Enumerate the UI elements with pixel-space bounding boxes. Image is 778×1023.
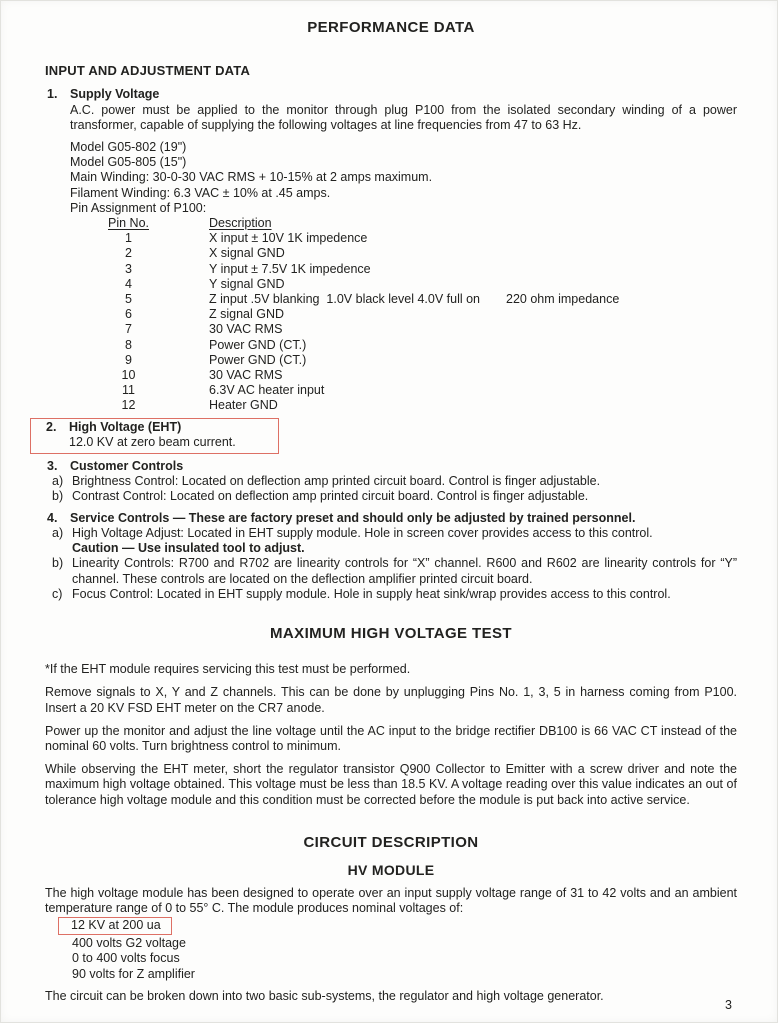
spec-pin-assignment: Pin Assignment of P100: <box>70 200 207 215</box>
customer-controls-contrast <box>52 489 737 504</box>
voltage-line-highlighted <box>72 917 737 935</box>
item-title-customer-controls: Customer Controls <box>70 459 184 474</box>
pin-number: 12 <box>121 398 136 413</box>
pin-row <box>105 262 737 277</box>
service-controls-focus <box>52 587 737 602</box>
item-high-voltage <box>44 420 272 450</box>
pin-table-header-pin: Pin No. <box>108 216 149 231</box>
high-voltage-highlight-box <box>30 418 279 454</box>
spec-main-winding: Main Winding: 30-0-30 VAC RMS + 10-15% at 2 amps maximum. <box>70 170 433 185</box>
spec-model-15: Model G05-805 (15") <box>70 155 187 170</box>
paragraph-observe-meter: While observing the EHT meter, short the regulator transistor Q900 Collector to Emitter with a screw driver and note the maximum high voltage obtained. This voltage must be less than 18.5 KV. A voltage reading over this value indicates an out of tolerance high voltage module and this condition must be corrected before the module is put back into active service. <box>45 762 737 807</box>
pin-row <box>105 368 737 383</box>
item-service-controls <box>45 511 737 526</box>
page-number: 3 <box>725 997 732 1012</box>
item-title-high-voltage: High Voltage (EHT) <box>69 419 182 434</box>
pin-row <box>105 277 737 292</box>
section-heading-max-hv-test: MAXIMUM HIGH VOLTAGE TEST <box>270 624 512 642</box>
pin-row <box>105 231 737 246</box>
pin-row <box>105 246 737 261</box>
pin-description: Y input ± 7.5V 1K impedence <box>209 261 371 276</box>
pin-description: Power GND (CT.) <box>209 352 307 367</box>
pin-description: 30 VAC RMS <box>209 368 283 383</box>
spec-model-19: Model G05-802 (19") <box>70 140 187 155</box>
paragraph-hv-module-intro: The high voltage module has been designed to operate over an input supply voltage range of 31 to 42 volts and an ambient temperature range of 0 to 55° C. The module produces nominal voltages of: <box>45 886 737 916</box>
pin-number: 5 <box>125 292 132 307</box>
pin-description: 6.3V AC heater input <box>209 383 325 398</box>
pin-number: 11 <box>122 383 135 398</box>
pin-row <box>105 338 737 353</box>
pin-description: Heater GND <box>209 398 278 413</box>
pin-row <box>105 292 737 307</box>
paragraph-eht-note: *If the EHT module requires servicing this test must be performed. <box>45 662 411 677</box>
pin-description: 30 VAC RMS <box>209 322 283 337</box>
sub-item-text: Brightness Control: Located on deflection amp printed circuit board. Control is finger adjustable. <box>72 474 601 489</box>
high-voltage-value: 12.0 KV at zero beam current. <box>69 434 236 449</box>
item-supply-voltage <box>45 87 737 413</box>
pin-table-header <box>105 216 737 231</box>
paragraph-power-up: Power up the monitor and adjust the line voltage until the AC input to the bridge rectifier DB100 is 66 VAC CT instead of the nominal 60 volts. Turn brightness control to minimum. <box>45 723 737 753</box>
sub-item-label: a) <box>52 525 64 540</box>
pin-row <box>105 322 737 337</box>
pin-description: Z signal GND <box>209 307 285 322</box>
pin-description-extra: 220 ohm impedance <box>506 292 620 307</box>
item-number: 3. <box>47 459 58 474</box>
pin-description: X signal GND <box>209 246 285 261</box>
pin-description: Z input .5V blanking 1.0V black level 4.0V full on <box>209 292 480 307</box>
section-heading-circuit-description: CIRCUIT DESCRIPTION <box>303 833 479 851</box>
voltage-line: 90 volts for Z amplifier <box>72 967 195 982</box>
item-number: 1. <box>47 87 58 102</box>
paragraph-remove-signals: Remove signals to X, Y and Z channels. This can be done by unplugging Pins No. 1, 3, 5 in harness coming from P100. Insert a 20 KV FSD EHT meter on the CR7 anode. <box>45 685 737 715</box>
item-body <box>70 87 737 413</box>
caution-note: Caution — Use insulated tool to adjust. <box>72 541 305 556</box>
customer-controls-brightness <box>52 474 737 489</box>
item-number: 2. <box>46 419 57 434</box>
sub-item-label: b) <box>52 556 64 571</box>
subheading-hv-module: HV MODULE <box>347 861 435 878</box>
sub-item-text <box>72 526 737 556</box>
item-body <box>69 420 272 450</box>
pin-row <box>105 307 737 322</box>
pin-number: 10 <box>121 368 136 383</box>
pin-table <box>105 216 737 414</box>
pin-row <box>105 383 737 398</box>
item-title-service-controls: Service Controls — These are factory preset and should only be adjusted by trained personnel. <box>70 510 636 525</box>
sub-item-text: Focus Control: Located in EHT supply module. Hole in supply heat sink/wrap provides access to this control. <box>72 586 671 601</box>
pin-description: Y signal GND <box>209 276 285 291</box>
supply-spec-list <box>70 140 737 216</box>
service-controls-hv-adjust <box>52 526 737 556</box>
sub-item-label: c) <box>52 586 63 601</box>
nominal-voltage-list <box>72 917 737 982</box>
section-heading-input-adjustment: INPUT AND ADJUSTMENT DATA <box>45 63 251 79</box>
pin-number: 1 <box>125 231 132 246</box>
pin-row <box>105 398 737 413</box>
voltage-highlight-box: 12 KV at 200 ua <box>58 917 172 935</box>
sub-item-text: Contrast Control: Located on deflection amp printed circuit board. Control is finger adjustable. <box>72 489 589 504</box>
pin-table-header-desc: Description <box>209 216 272 231</box>
pin-row <box>105 353 737 368</box>
sub-item-label: b) <box>52 489 64 504</box>
pin-number: 6 <box>125 307 132 322</box>
pin-number: 7 <box>125 322 132 337</box>
pin-description: X input ± 10V 1K impedence <box>209 231 368 246</box>
sub-item-text: Linearity Controls: R700 and R702 are linearity controls for “X” channel. R600 and R602 are linearity controls for “Y” channel. These controls are located on the deflection amplifier printed circuit board. <box>72 556 737 586</box>
paragraph-circuit-closing: The circuit can be broken down into two basic sub-systems, the regulator and high voltage generator. <box>45 989 604 1004</box>
hv-adjust-text: High Voltage Adjust: Located in EHT supply module. Hole in screen cover provides access to this control. <box>72 525 653 540</box>
voltage-line: 400 volts G2 voltage <box>72 935 186 950</box>
pin-description: Power GND (CT.) <box>209 337 307 352</box>
item-title-supply-voltage: Supply Voltage <box>70 87 160 102</box>
page-title: PERFORMANCE DATA <box>307 19 475 36</box>
service-controls-linearity <box>52 556 737 586</box>
supply-voltage-intro: A.C. power must be applied to the monitor through plug P100 from the isolated secondary winding of a power transformer, capable of supplying the following voltages at line frequencies from 47 to 63 Hz. <box>70 102 737 132</box>
voltage-line: 0 to 400 volts focus <box>72 951 180 966</box>
pin-number: 2 <box>125 246 132 261</box>
pin-number: 3 <box>125 261 132 276</box>
item-number: 4. <box>47 510 58 525</box>
pin-number: 9 <box>125 352 132 367</box>
pin-number: 8 <box>125 337 132 352</box>
spec-filament-winding: Filament Winding: 6.3 VAC ± 10% at .45 amps. <box>70 185 331 200</box>
pin-number: 4 <box>125 276 132 291</box>
sub-item-label: a) <box>52 474 64 489</box>
item-customer-controls <box>45 459 737 474</box>
